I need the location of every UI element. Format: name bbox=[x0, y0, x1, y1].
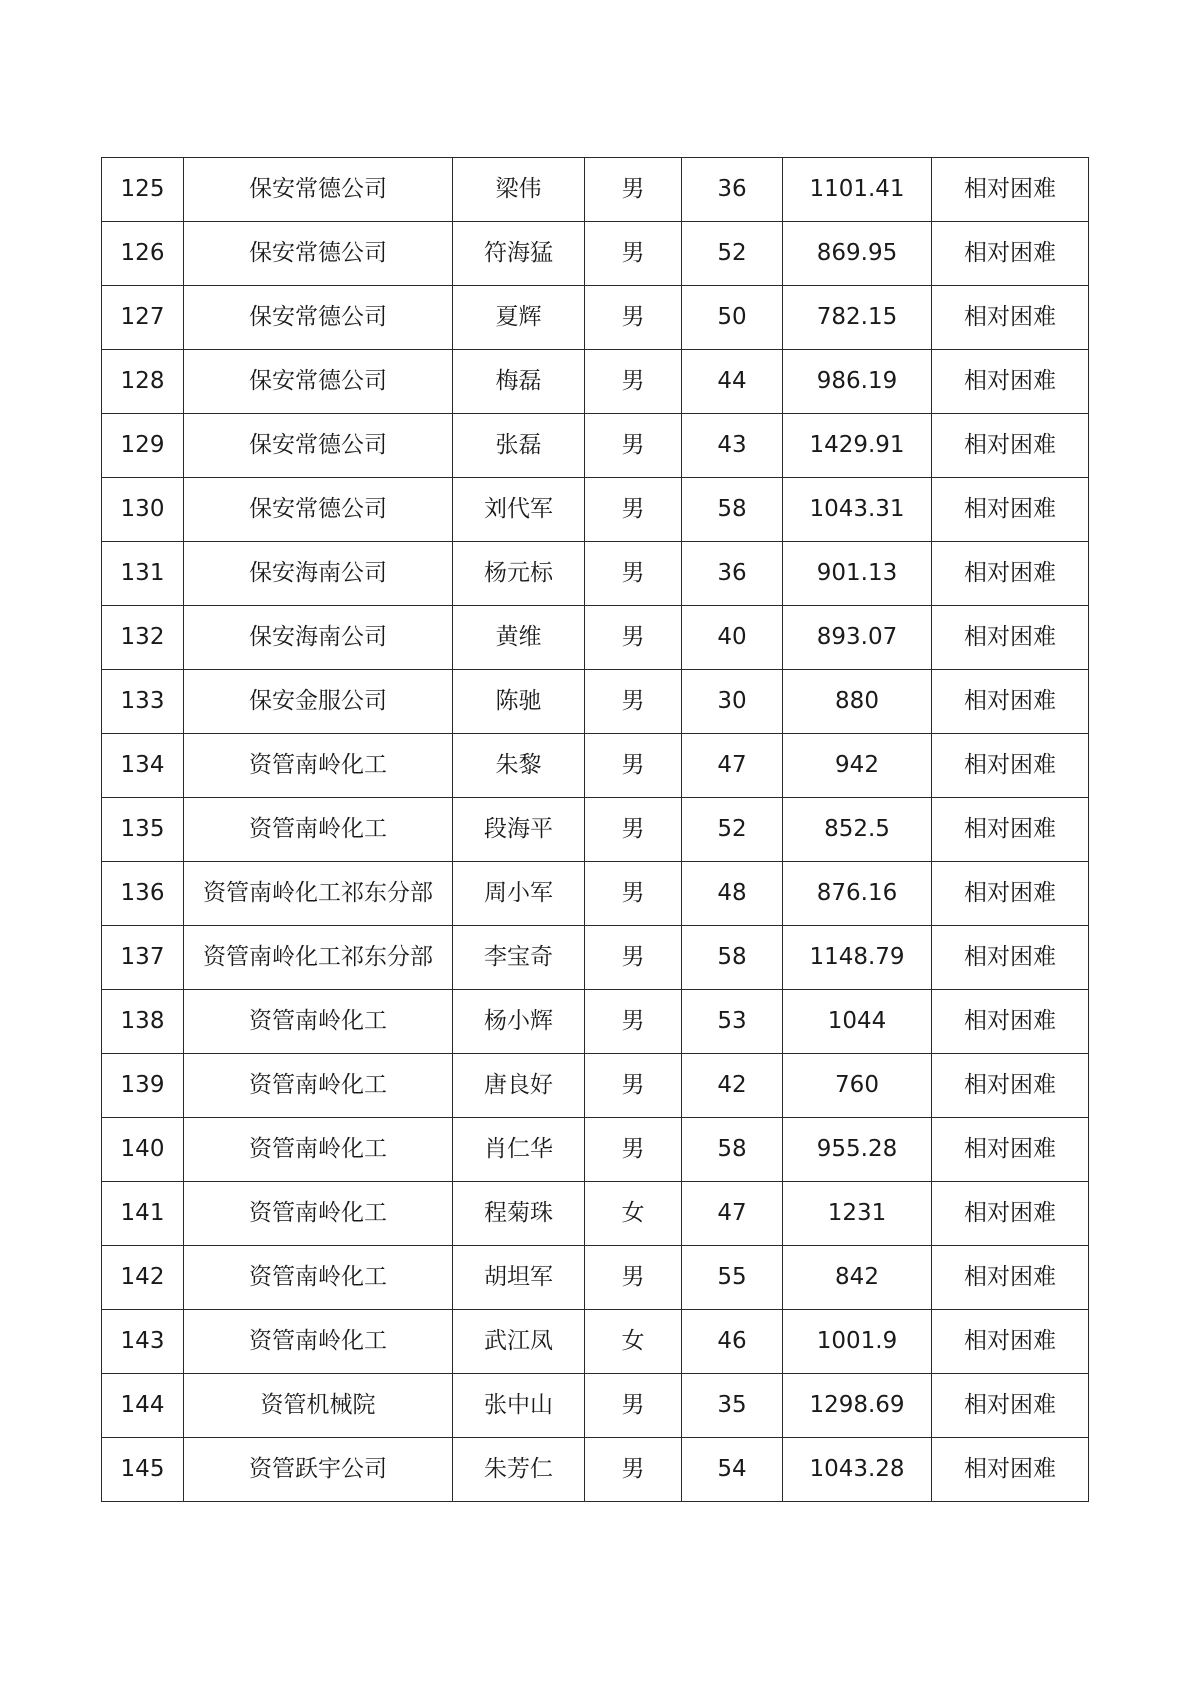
cell-unit: 保安常德公司 bbox=[184, 478, 453, 542]
table-row bbox=[102, 798, 1089, 862]
cell-status: 相对困难 bbox=[932, 542, 1089, 606]
cell-income: 876.16 bbox=[783, 862, 932, 926]
table-row bbox=[102, 1118, 1089, 1182]
cell-sex: 女 bbox=[585, 1182, 682, 1246]
cell-name: 梅磊 bbox=[453, 350, 585, 414]
table-row bbox=[102, 286, 1089, 350]
table-row bbox=[102, 1438, 1089, 1502]
cell-name: 胡坦军 bbox=[453, 1246, 585, 1310]
cell-status: 相对困难 bbox=[932, 1374, 1089, 1438]
cell-sex: 男 bbox=[585, 990, 682, 1054]
cell-unit: 资管南岭化工 bbox=[184, 990, 453, 1054]
cell-number: 127 bbox=[102, 286, 184, 350]
cell-age: 35 bbox=[682, 1374, 783, 1438]
cell-income: 955.28 bbox=[783, 1118, 932, 1182]
cell-income: 1043.28 bbox=[783, 1438, 932, 1502]
cell-number: 143 bbox=[102, 1310, 184, 1374]
cell-sex: 男 bbox=[585, 414, 682, 478]
cell-status: 相对困难 bbox=[932, 1310, 1089, 1374]
cell-age: 52 bbox=[682, 222, 783, 286]
cell-unit: 保安海南公司 bbox=[184, 542, 453, 606]
cell-sex: 男 bbox=[585, 478, 682, 542]
cell-status: 相对困难 bbox=[932, 1182, 1089, 1246]
cell-status: 相对困难 bbox=[932, 1438, 1089, 1502]
table-row bbox=[102, 1246, 1089, 1310]
cell-age: 40 bbox=[682, 606, 783, 670]
cell-number: 125 bbox=[102, 158, 184, 222]
cell-number: 139 bbox=[102, 1054, 184, 1118]
cell-age: 52 bbox=[682, 798, 783, 862]
cell-status: 相对困难 bbox=[932, 350, 1089, 414]
cell-unit: 资管机械院 bbox=[184, 1374, 453, 1438]
roster-table bbox=[101, 157, 1089, 1502]
cell-name: 陈驰 bbox=[453, 670, 585, 734]
cell-age: 48 bbox=[682, 862, 783, 926]
cell-status: 相对困难 bbox=[932, 222, 1089, 286]
cell-income: 1044 bbox=[783, 990, 932, 1054]
cell-unit: 保安常德公司 bbox=[184, 222, 453, 286]
table-row bbox=[102, 1310, 1089, 1374]
cell-unit: 资管南岭化工祁东分部 bbox=[184, 862, 453, 926]
cell-sex: 男 bbox=[585, 862, 682, 926]
cell-unit: 保安常德公司 bbox=[184, 158, 453, 222]
cell-status: 相对困难 bbox=[932, 670, 1089, 734]
cell-status: 相对困难 bbox=[932, 414, 1089, 478]
table-row bbox=[102, 1182, 1089, 1246]
cell-age: 54 bbox=[682, 1438, 783, 1502]
cell-number: 144 bbox=[102, 1374, 184, 1438]
cell-sex: 男 bbox=[585, 350, 682, 414]
table-row bbox=[102, 862, 1089, 926]
cell-number: 131 bbox=[102, 542, 184, 606]
cell-sex: 男 bbox=[585, 1118, 682, 1182]
cell-name: 杨小辉 bbox=[453, 990, 585, 1054]
cell-unit: 资管跃宇公司 bbox=[184, 1438, 453, 1502]
cell-sex: 男 bbox=[585, 542, 682, 606]
cell-status: 相对困难 bbox=[932, 606, 1089, 670]
cell-unit: 资管南岭化工 bbox=[184, 798, 453, 862]
roster-table-body bbox=[102, 158, 1089, 1502]
cell-sex: 男 bbox=[585, 1054, 682, 1118]
table-row bbox=[102, 734, 1089, 798]
cell-number: 142 bbox=[102, 1246, 184, 1310]
cell-unit: 资管南岭化工祁东分部 bbox=[184, 926, 453, 990]
table-row bbox=[102, 542, 1089, 606]
cell-number: 128 bbox=[102, 350, 184, 414]
cell-status: 相对困难 bbox=[932, 1118, 1089, 1182]
cell-age: 50 bbox=[682, 286, 783, 350]
cell-age: 58 bbox=[682, 1118, 783, 1182]
cell-sex: 男 bbox=[585, 1374, 682, 1438]
cell-unit: 资管南岭化工 bbox=[184, 1182, 453, 1246]
cell-status: 相对困难 bbox=[932, 158, 1089, 222]
cell-unit: 资管南岭化工 bbox=[184, 1246, 453, 1310]
cell-sex: 男 bbox=[585, 606, 682, 670]
cell-name: 梁伟 bbox=[453, 158, 585, 222]
cell-unit: 资管南岭化工 bbox=[184, 1310, 453, 1374]
cell-income: 1298.69 bbox=[783, 1374, 932, 1438]
table-row bbox=[102, 926, 1089, 990]
cell-number: 141 bbox=[102, 1182, 184, 1246]
cell-status: 相对困难 bbox=[932, 990, 1089, 1054]
cell-income: 1043.31 bbox=[783, 478, 932, 542]
cell-sex: 男 bbox=[585, 222, 682, 286]
cell-sex: 男 bbox=[585, 798, 682, 862]
cell-age: 36 bbox=[682, 158, 783, 222]
table-row bbox=[102, 1374, 1089, 1438]
cell-unit: 资管南岭化工 bbox=[184, 734, 453, 798]
cell-income: 1001.9 bbox=[783, 1310, 932, 1374]
cell-number: 145 bbox=[102, 1438, 184, 1502]
cell-income: 852.5 bbox=[783, 798, 932, 862]
cell-number: 130 bbox=[102, 478, 184, 542]
cell-status: 相对困难 bbox=[932, 926, 1089, 990]
cell-age: 53 bbox=[682, 990, 783, 1054]
cell-sex: 男 bbox=[585, 670, 682, 734]
table-row bbox=[102, 478, 1089, 542]
cell-name: 朱黎 bbox=[453, 734, 585, 798]
cell-age: 30 bbox=[682, 670, 783, 734]
cell-status: 相对困难 bbox=[932, 862, 1089, 926]
cell-name: 段海平 bbox=[453, 798, 585, 862]
cell-sex: 男 bbox=[585, 734, 682, 798]
cell-name: 张磊 bbox=[453, 414, 585, 478]
table-row bbox=[102, 414, 1089, 478]
cell-name: 黄维 bbox=[453, 606, 585, 670]
cell-number: 132 bbox=[102, 606, 184, 670]
cell-name: 李宝奇 bbox=[453, 926, 585, 990]
cell-income: 1429.91 bbox=[783, 414, 932, 478]
cell-income: 1148.79 bbox=[783, 926, 932, 990]
cell-unit: 保安常德公司 bbox=[184, 286, 453, 350]
cell-unit: 保安金服公司 bbox=[184, 670, 453, 734]
cell-sex: 女 bbox=[585, 1310, 682, 1374]
cell-age: 55 bbox=[682, 1246, 783, 1310]
table-row bbox=[102, 606, 1089, 670]
table-row bbox=[102, 222, 1089, 286]
cell-status: 相对困难 bbox=[932, 798, 1089, 862]
table-row bbox=[102, 158, 1089, 222]
cell-age: 47 bbox=[682, 734, 783, 798]
cell-name: 朱芳仁 bbox=[453, 1438, 585, 1502]
cell-status: 相对困难 bbox=[932, 1054, 1089, 1118]
cell-age: 47 bbox=[682, 1182, 783, 1246]
cell-unit: 保安常德公司 bbox=[184, 414, 453, 478]
cell-name: 夏辉 bbox=[453, 286, 585, 350]
cell-number: 134 bbox=[102, 734, 184, 798]
cell-sex: 男 bbox=[585, 1438, 682, 1502]
cell-sex: 男 bbox=[585, 1246, 682, 1310]
table-row bbox=[102, 990, 1089, 1054]
cell-status: 相对困难 bbox=[932, 734, 1089, 798]
cell-age: 46 bbox=[682, 1310, 783, 1374]
cell-name: 周小军 bbox=[453, 862, 585, 926]
cell-income: 1231 bbox=[783, 1182, 932, 1246]
cell-unit: 资管南岭化工 bbox=[184, 1118, 453, 1182]
cell-age: 58 bbox=[682, 478, 783, 542]
cell-number: 133 bbox=[102, 670, 184, 734]
table-row bbox=[102, 670, 1089, 734]
cell-number: 137 bbox=[102, 926, 184, 990]
cell-name: 程菊珠 bbox=[453, 1182, 585, 1246]
cell-number: 138 bbox=[102, 990, 184, 1054]
cell-status: 相对困难 bbox=[932, 286, 1089, 350]
cell-age: 42 bbox=[682, 1054, 783, 1118]
cell-income: 942 bbox=[783, 734, 932, 798]
cell-name: 肖仁华 bbox=[453, 1118, 585, 1182]
table-row bbox=[102, 350, 1089, 414]
cell-unit: 保安海南公司 bbox=[184, 606, 453, 670]
cell-status: 相对困难 bbox=[932, 478, 1089, 542]
cell-income: 869.95 bbox=[783, 222, 932, 286]
cell-name: 符海猛 bbox=[453, 222, 585, 286]
cell-number: 129 bbox=[102, 414, 184, 478]
table-row bbox=[102, 1054, 1089, 1118]
cell-number: 126 bbox=[102, 222, 184, 286]
cell-name: 张中山 bbox=[453, 1374, 585, 1438]
cell-status: 相对困难 bbox=[932, 1246, 1089, 1310]
cell-income: 901.13 bbox=[783, 542, 932, 606]
cell-sex: 男 bbox=[585, 158, 682, 222]
cell-number: 135 bbox=[102, 798, 184, 862]
cell-income: 842 bbox=[783, 1246, 932, 1310]
cell-age: 58 bbox=[682, 926, 783, 990]
cell-sex: 男 bbox=[585, 926, 682, 990]
cell-unit: 资管南岭化工 bbox=[184, 1054, 453, 1118]
cell-name: 刘代军 bbox=[453, 478, 585, 542]
cell-number: 136 bbox=[102, 862, 184, 926]
cell-income: 986.19 bbox=[783, 350, 932, 414]
cell-age: 36 bbox=[682, 542, 783, 606]
cell-income: 893.07 bbox=[783, 606, 932, 670]
cell-number: 140 bbox=[102, 1118, 184, 1182]
cell-age: 43 bbox=[682, 414, 783, 478]
cell-age: 44 bbox=[682, 350, 783, 414]
cell-income: 1101.41 bbox=[783, 158, 932, 222]
cell-name: 杨元标 bbox=[453, 542, 585, 606]
cell-name: 唐良好 bbox=[453, 1054, 585, 1118]
cell-unit: 保安常德公司 bbox=[184, 350, 453, 414]
cell-income: 760 bbox=[783, 1054, 932, 1118]
cell-sex: 男 bbox=[585, 286, 682, 350]
cell-income: 880 bbox=[783, 670, 932, 734]
cell-income: 782.15 bbox=[783, 286, 932, 350]
cell-name: 武江凤 bbox=[453, 1310, 585, 1374]
